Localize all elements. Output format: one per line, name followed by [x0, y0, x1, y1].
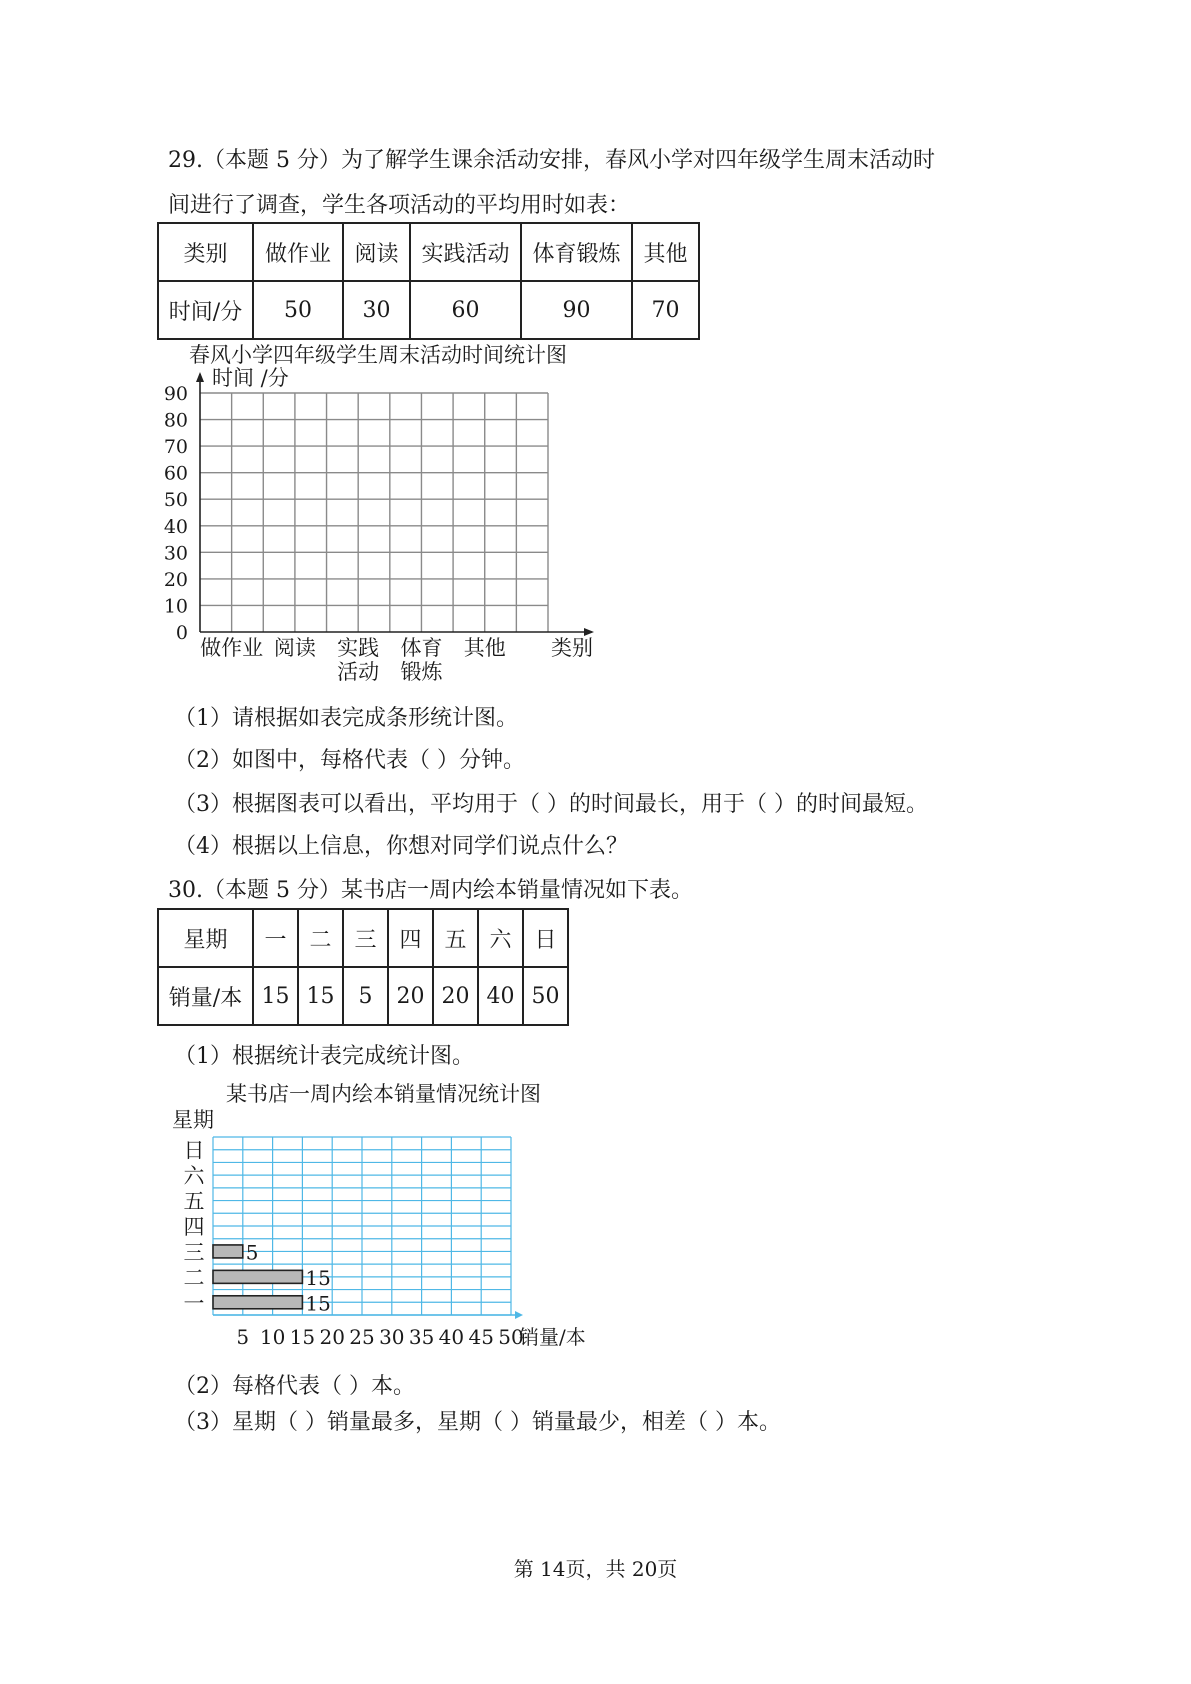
table-cell: 三	[343, 909, 388, 967]
table-cell: 其他	[632, 223, 699, 281]
y-axis-label: 时间 /分	[212, 366, 289, 390]
table-cell: 15	[253, 967, 298, 1025]
chart-title: 春风小学四年级学生周末活动时间统计图	[189, 343, 567, 367]
x-tick-label: 45	[468, 1325, 494, 1349]
table-cell: 阅读	[343, 223, 410, 281]
x-category-label: 做作业	[200, 636, 264, 660]
table-cell: 5	[343, 967, 388, 1025]
x-tick-label: 20	[319, 1325, 345, 1349]
table-cell: 50	[253, 281, 343, 339]
y-tick-label: 90	[163, 383, 188, 405]
q30-intro: 30.（本题 5 分）某书店一周内绘本销量情况如下表。	[168, 878, 693, 903]
y-tick-label: 10	[163, 595, 188, 618]
chart-grid	[200, 393, 548, 632]
y-axis-label: 星期	[172, 1108, 214, 1132]
x-axis-label: 销量/本	[519, 1325, 586, 1349]
x-tick-label: 40	[438, 1325, 465, 1349]
table-cell: 六	[478, 909, 523, 967]
page-footer: 第 14页，共 20页	[513, 1557, 678, 1581]
table-cell: 时间/分	[158, 281, 253, 339]
bar-value-label: 15	[305, 1265, 331, 1290]
y-category-label: 六	[183, 1164, 205, 1189]
x-axis-arrow	[584, 628, 594, 636]
table-cell: 体育锻炼	[521, 223, 632, 281]
y-tick-label: 40	[163, 515, 188, 538]
q29-sub3: （3）根据图表可以看出，平均用于（ ）的时间最长，用于（ ）的时间最短。	[174, 792, 928, 817]
bar-value-label: 5	[245, 1240, 259, 1265]
y-ticks	[164, 383, 188, 644]
y-tick-label: 0	[175, 622, 188, 644]
x-tick-label: 10	[259, 1325, 286, 1349]
y-tick-label: 30	[163, 542, 188, 565]
table-cell: 销量/本	[158, 967, 253, 1025]
table-cell: 二	[298, 909, 343, 967]
table-cell: 30	[343, 281, 410, 339]
table-cell: 日	[523, 909, 568, 967]
x-axis-label: 类别	[551, 636, 593, 660]
x-tick-label: 30	[379, 1325, 405, 1349]
x-category-label: 阅读	[273, 636, 316, 660]
table-cell: 70	[632, 281, 699, 339]
q30-sub2: （2）每格代表（ ）本。	[174, 1374, 415, 1399]
x-category-label: 锻炼	[400, 660, 443, 684]
bar-value-label: 15	[305, 1291, 331, 1316]
y-axis-arrow	[196, 372, 204, 382]
x-category-label: 体育	[400, 636, 443, 660]
table-cell: 90	[521, 281, 632, 339]
table-cell: 50	[523, 967, 568, 1025]
y-tick-label: 60	[163, 462, 188, 485]
y-tick-label: 70	[163, 436, 188, 459]
y-tick-label: 20	[163, 568, 188, 591]
x-tick-label: 15	[289, 1325, 316, 1349]
q29-sub2: （2）如图中，每格代表（ ）分钟。	[174, 748, 525, 773]
table-cell: 40	[478, 967, 523, 1025]
x-category-label: 活动	[337, 660, 380, 684]
table-cell: 15	[298, 967, 343, 1025]
x-tick-label: 50	[498, 1325, 524, 1349]
x-tick-label: 35	[408, 1325, 435, 1349]
x-categories	[200, 636, 506, 684]
table-cell: 五	[433, 909, 478, 967]
q29-sub1: （1）请根据如表完成条形统计图。	[174, 706, 518, 731]
q29-sub4: （4）根据以上信息，你想对同学们说点什么？	[174, 834, 628, 859]
y-tick-label: 80	[163, 409, 188, 432]
table-cell: 做作业	[253, 223, 343, 281]
y-category-label: 一	[183, 1291, 205, 1316]
q30-sub3: （3）星期（ ）销量最多，星期（ ）销量最少，相差（ ）本。	[174, 1410, 781, 1435]
table-cell: 星期	[158, 909, 253, 967]
x-category-label: 其他	[463, 636, 506, 660]
x-tick-label: 25	[349, 1325, 375, 1349]
y-category-label: 五	[183, 1189, 205, 1214]
y-category-label: 三	[183, 1240, 205, 1265]
x-tick-label: 5	[236, 1325, 250, 1349]
table-cell: 20	[433, 967, 478, 1025]
q29-intro-line2: 间进行了调查，学生各项活动的平均用时如表：	[168, 193, 631, 218]
table-cell: 一	[253, 909, 298, 967]
table-cell: 60	[410, 281, 521, 339]
y-category-label: 二	[183, 1265, 205, 1290]
q30-table	[157, 908, 569, 1026]
q29-intro-line1: 29.（本题 5 分）为了解学生课余活动安排，春风小学对四年级学生周末活动时	[168, 148, 935, 173]
y-tick-label: 50	[163, 489, 188, 512]
x-category-label: 实践	[337, 636, 380, 660]
q30-sub1: （1）根据统计表完成统计图。	[174, 1044, 474, 1069]
chart-axes	[196, 372, 594, 636]
chart-title: 某书店一周内绘本销量情况统计图	[226, 1082, 541, 1106]
table-cell: 四	[388, 909, 433, 967]
y-category-label: 日	[183, 1138, 205, 1163]
y-category-label: 四	[183, 1215, 205, 1239]
table-cell: 20	[388, 967, 433, 1025]
table-cell: 类别	[158, 223, 253, 281]
table-cell: 实践活动	[410, 223, 521, 281]
